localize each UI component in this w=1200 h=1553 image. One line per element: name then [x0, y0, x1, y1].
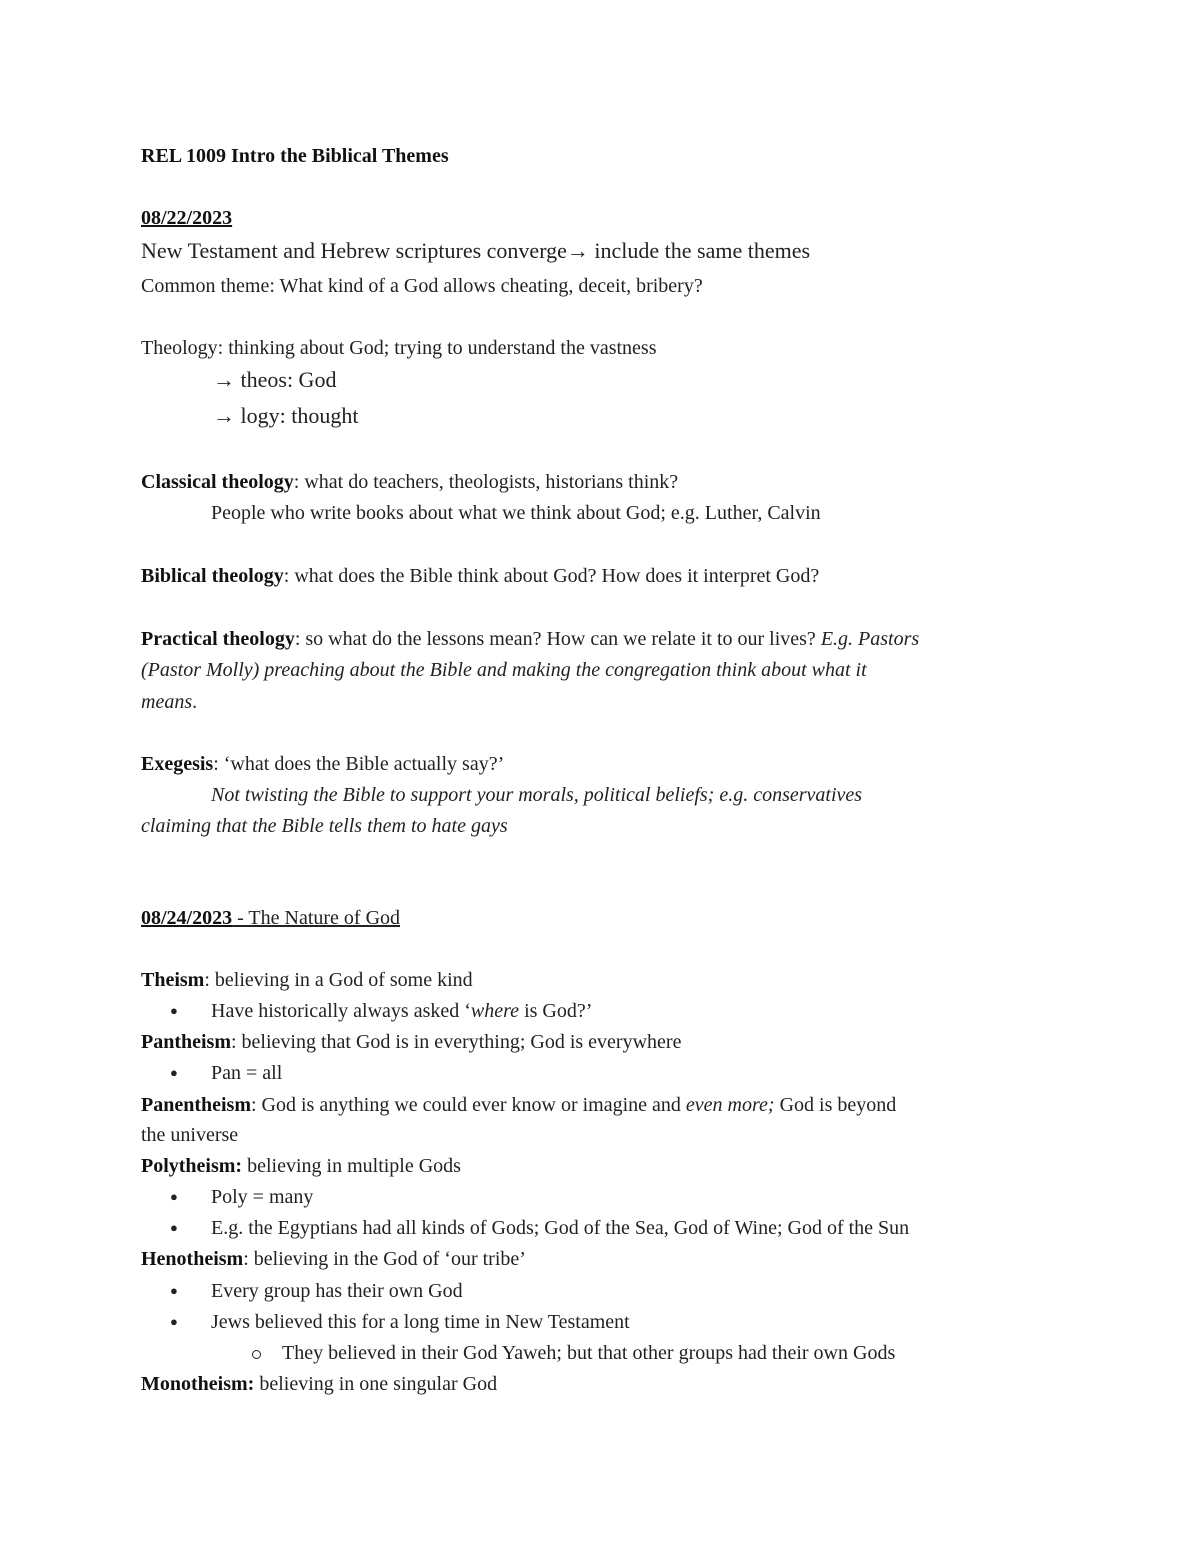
list-item: E.g. the Egyptians had all kinds of Gods; God of the Sea, God of Wine; God of the Sun — [211, 1217, 910, 1239]
definition: God is beyond — [774, 1094, 897, 1116]
bullet-icon: ● — [170, 1314, 178, 1329]
sub-list-item: They believed in their God Yaweh; but that other groups had their own Gods — [282, 1342, 896, 1364]
definition: : believing in a God of some kind — [204, 969, 473, 991]
date-heading-2 — [141, 905, 400, 931]
date-heading-1: 08/22/2023 — [141, 207, 233, 229]
term: Panentheism — [141, 1094, 251, 1116]
bullet-icon: ● — [170, 1283, 178, 1298]
definition: : what do teachers, theologists, historians think? — [293, 471, 679, 493]
example: E.g. Pastors — [820, 628, 920, 650]
term: Theism — [141, 969, 205, 991]
bullet-icon: ● — [170, 1065, 178, 1080]
exegesis-example: claiming that the Bible tells them to hate gays — [141, 815, 508, 837]
text: where — [470, 1000, 520, 1022]
bullet-icon: ● — [170, 1220, 178, 1235]
panentheism-continued: the universe — [141, 1124, 239, 1146]
theos-line: → theos: God — [213, 367, 337, 392]
list-item — [211, 998, 592, 1024]
biblical-theology-entry — [141, 563, 819, 589]
term: Biblical theology — [141, 565, 284, 587]
panentheism-entry — [141, 1092, 896, 1118]
polytheism-entry — [141, 1153, 461, 1179]
subtitle: - The Nature of God — [232, 907, 401, 929]
definition: : what does the Bible think about God? How does it interpret God? — [283, 565, 820, 587]
list-item: Jews believed this for a long time in New Testament — [211, 1311, 630, 1333]
practical-theology-entry — [141, 626, 919, 652]
list-item: Pan = all — [211, 1062, 283, 1084]
definition: believing in multiple Gods — [242, 1155, 461, 1177]
theism-entry — [141, 967, 473, 993]
classical-theology-sub: People who write books about what we think about God; e.g. Luther, Calvin — [211, 502, 821, 524]
term: Exegesis — [141, 753, 214, 775]
henotheism-entry — [141, 1246, 526, 1272]
emphasis: even more; — [685, 1094, 775, 1116]
definition: : God is anything we could ever know or imagine and — [251, 1094, 686, 1116]
exegesis-entry — [141, 751, 504, 777]
definition: believing in one singular God — [254, 1373, 498, 1395]
logy-line: → logy: thought — [213, 403, 359, 428]
note-line: Common theme: What kind of a God allows cheating, deceit, bribery? — [141, 275, 703, 297]
bullet-icon: ● — [170, 1003, 178, 1018]
pantheism-entry — [141, 1029, 681, 1055]
definition: : so what do the lessons mean? How can we relate it to our lives? — [294, 628, 821, 650]
classical-theology-entry — [141, 469, 678, 495]
document-title: REL 1009 Intro the Biblical Themes — [141, 145, 449, 167]
term: Henotheism — [141, 1248, 244, 1270]
bullet-icon: ● — [170, 1189, 178, 1204]
theology-definition: Theology: thinking about God; trying to understand the vastness — [141, 337, 657, 359]
practical-theology-example-end — [141, 689, 197, 715]
term: Pantheism — [141, 1031, 231, 1053]
date: 08/24/2023 — [141, 907, 233, 929]
note-line: New Testament and Hebrew scriptures converge→ include the same themes — [141, 238, 811, 263]
definition: : believing that God is in everything; God is everywhere — [231, 1031, 682, 1053]
period: . — [192, 691, 198, 713]
term: Classical theology — [141, 471, 294, 493]
hollow-bullet-icon — [252, 1350, 261, 1359]
list-item: Every group has their own God — [211, 1280, 463, 1302]
term: Polytheism: — [141, 1155, 243, 1177]
text: is God?’ — [519, 1000, 593, 1022]
exegesis-example: Not twisting the Bible to support your morals, political beliefs; e.g. conservatives — [211, 784, 863, 806]
text: Have historically always asked ‘ — [211, 1000, 471, 1022]
definition: : believing in the God of ‘our tribe’ — [243, 1248, 526, 1270]
practical-theology-example: (Pastor Molly) preaching about the Bible and making the congregation think about what it — [141, 659, 867, 681]
list-item: Poly = many — [211, 1186, 314, 1208]
definition: : ‘what does the Bible actually say?’ — [213, 753, 505, 775]
example-end: means — [141, 691, 193, 713]
monotheism-entry — [141, 1371, 497, 1397]
term: Practical theology — [141, 628, 295, 650]
term: Monotheism: — [141, 1373, 255, 1395]
